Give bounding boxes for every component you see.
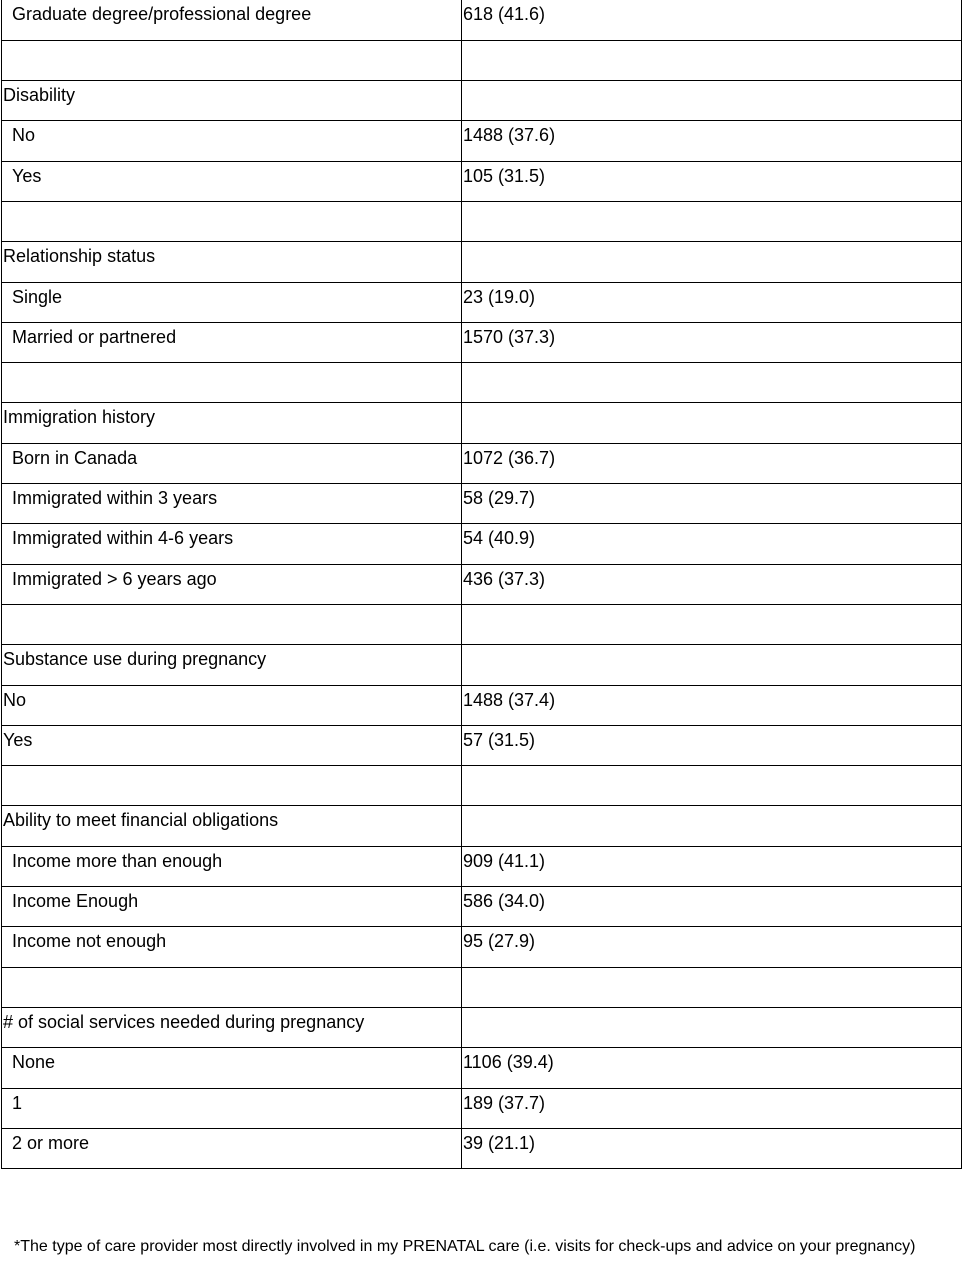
row-label: Income more than enough (2, 846, 462, 886)
row-label: Income Enough (2, 887, 462, 927)
row-value (462, 766, 962, 806)
row-value (462, 40, 962, 80)
row-label: Born in Canada (2, 443, 462, 483)
row-label: No (2, 121, 462, 161)
row-value: 95 (27.9) (462, 927, 962, 967)
row-label: Married or partnered (2, 322, 462, 362)
row-label: Disability (2, 81, 462, 121)
table-row (2, 927, 962, 967)
row-value: 189 (37.7) (462, 1088, 962, 1128)
table-body (2, 0, 962, 1169)
table-row (2, 887, 962, 927)
row-label: # of social services needed during pregnancy (2, 1007, 462, 1047)
row-value: 1488 (37.6) (462, 121, 962, 161)
row-value (462, 81, 962, 121)
table-row (2, 524, 962, 564)
table-row (2, 322, 962, 362)
row-label (2, 604, 462, 644)
table-row (2, 40, 962, 80)
row-label: Immigration history (2, 403, 462, 443)
table-row (2, 766, 962, 806)
table-row (2, 1128, 962, 1168)
table-row (2, 121, 962, 161)
row-value: 1106 (39.4) (462, 1048, 962, 1088)
row-value: 105 (31.5) (462, 161, 962, 201)
row-label (2, 766, 462, 806)
row-value (462, 806, 962, 846)
row-value: 58 (29.7) (462, 484, 962, 524)
row-value (462, 967, 962, 1007)
row-label: None (2, 1048, 462, 1088)
table-row (2, 201, 962, 241)
data-table (1, 0, 962, 1169)
row-label: Immigrated > 6 years ago (2, 564, 462, 604)
row-value (462, 645, 962, 685)
table-row (2, 685, 962, 725)
table-row (2, 725, 962, 765)
row-label: 2 or more (2, 1128, 462, 1168)
row-value (462, 363, 962, 403)
row-value: 586 (34.0) (462, 887, 962, 927)
table-row (2, 242, 962, 282)
row-label: Yes (2, 161, 462, 201)
row-value: 909 (41.1) (462, 846, 962, 886)
row-label: No (2, 685, 462, 725)
footnote: *The type of care provider most directly involved in my PRENATAL care (i.e. visits for check-ups and advice on your pregnancy) (14, 1238, 916, 1255)
row-label: Immigrated within 3 years (2, 484, 462, 524)
row-value: 54 (40.9) (462, 524, 962, 564)
table-row (2, 564, 962, 604)
table-row (2, 1048, 962, 1088)
table-row (2, 81, 962, 121)
table-row (2, 806, 962, 846)
table-row (2, 282, 962, 322)
table-row (2, 484, 962, 524)
row-label: Yes (2, 725, 462, 765)
row-value: 1570 (37.3) (462, 322, 962, 362)
row-value: 23 (19.0) (462, 282, 962, 322)
row-label: Single (2, 282, 462, 322)
row-value: 436 (37.3) (462, 564, 962, 604)
row-label: 1 (2, 1088, 462, 1128)
row-value (462, 604, 962, 644)
row-label: Immigrated within 4-6 years (2, 524, 462, 564)
row-label: Ability to meet financial obligations (2, 806, 462, 846)
table-row (2, 604, 962, 644)
row-label: Income not enough (2, 927, 462, 967)
row-value: 39 (21.1) (462, 1128, 962, 1168)
table-row (2, 0, 962, 40)
row-value (462, 1007, 962, 1047)
table-row (2, 1007, 962, 1047)
table-row (2, 846, 962, 886)
table-row (2, 967, 962, 1007)
row-label: Substance use during pregnancy (2, 645, 462, 685)
table-row (2, 403, 962, 443)
table-row (2, 1088, 962, 1128)
table-row (2, 363, 962, 403)
table-row (2, 645, 962, 685)
row-label (2, 40, 462, 80)
row-label: Relationship status (2, 242, 462, 282)
row-value: 1488 (37.4) (462, 685, 962, 725)
row-label: Graduate degree/professional degree (2, 0, 462, 40)
table-row (2, 443, 962, 483)
row-label (2, 363, 462, 403)
row-value: 618 (41.6) (462, 0, 962, 40)
row-label (2, 967, 462, 1007)
row-label (2, 201, 462, 241)
row-value (462, 403, 962, 443)
row-value: 57 (31.5) (462, 725, 962, 765)
row-value (462, 201, 962, 241)
row-value (462, 242, 962, 282)
row-value: 1072 (36.7) (462, 443, 962, 483)
table-row (2, 161, 962, 201)
